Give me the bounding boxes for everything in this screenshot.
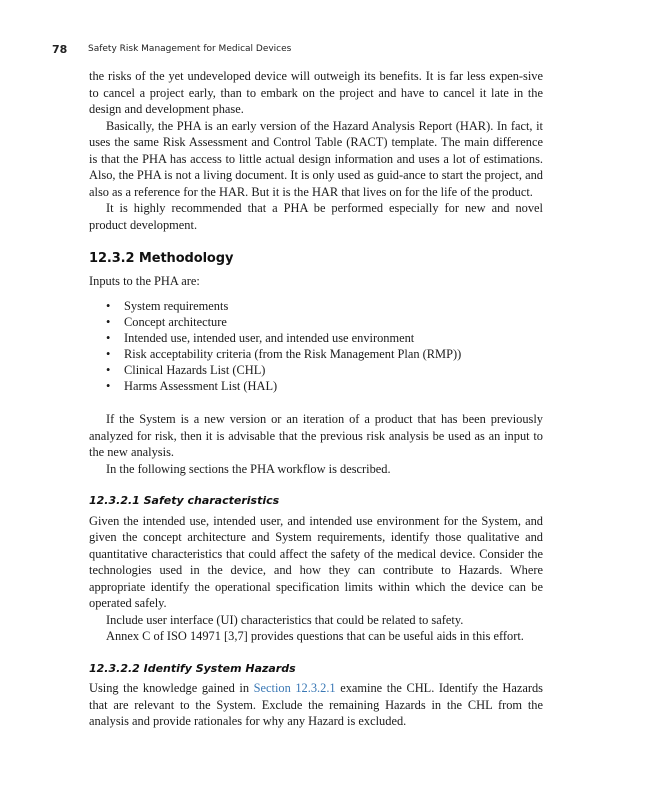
bullet-icon: • [106,299,111,313]
paragraph: In the following sections the PHA workflow is described. [106,461,391,476]
bullet-icon: • [106,347,111,361]
list-item-text: Risk acceptability criteria (from the Risk Management Plan (RMP)) [124,347,462,361]
list-item [89,362,543,378]
bullet-icon: • [106,315,111,329]
section-heading-methodology: 12.3.2 Methodology [89,251,234,266]
paragraph: Annex C of ISO 14971 [3,7] provides questions that can be useful aids in this effort. [106,629,524,643]
page-number: 78 [52,43,68,56]
paragraph: If the System is a new version or an iteration of a product that has been previously analyzed for risk, then it is advisable that the previous risk analysis be used as an input to the new analysis. [89,412,543,459]
list-item [89,298,543,314]
paragraph [89,680,543,730]
subsection-heading-identify-hazards: 12.3.2.2 Identify System Hazards [89,661,296,675]
paragraph: Given the intended use, intended user, and intended use environment for the System, and given the concept architecture and System requirements, identify those qualitative and quantitative characteristics that could affect the safety of the medical device. Consider the technologies used in the device, and how they can contribute to Hazards. Where appropriate identify the operational specification limits within which the device can be operated safely. [89,513,543,610]
subsection-heading-safety-characteristics: 12.3.2.1 Safety characteristics [89,494,280,507]
list-item [89,330,543,346]
bullet-icon: • [106,331,111,345]
body-text [89,68,543,730]
running-header [52,43,552,59]
paragraph: It is highly recommended that a PHA be performed especially for new and novel product development. [89,201,543,232]
inputs-list [89,298,543,394]
list-item-text: Concept architecture [124,315,227,329]
text-run: examine the CHL. Identify the Hazards that are relevant to the System. Exclude the remaining Hazards in the CHL from the analysis and provide rationales for why any Hazard is excluded. [89,681,543,728]
bullet-icon: • [106,379,111,393]
list-item [89,378,543,394]
running-title: Safety Risk Management for Medical Devices [88,44,292,54]
list-item-text: Clinical Hazards List (CHL) [124,363,266,377]
paragraph: the risks of the yet undeveloped device will outweigh its benefits. It is far less expen-sive to cancel a project early, than to embark on the project and have to cancel it late in the design and development phase. [89,69,543,116]
list-item-text: Intended use, intended user, and intended use environment [124,331,415,345]
paragraph: Inputs to the PHA are: [89,273,200,288]
text-run: Using the knowledge gained in [89,681,254,695]
list-item-text: Harms Assessment List (HAL) [124,379,278,393]
section-cross-reference-link[interactable]: Section 12.3.2.1 [253,681,336,695]
list-item-text: System requirements [124,299,229,313]
list-item [89,346,543,362]
paragraph: Include user interface (UI) characteristics that could be related to safety. [106,612,464,627]
paragraph: Basically, the PHA is an early version of the Hazard Analysis Report (HAR). In fact, it uses the same Risk Assessment and Control Table (RACT) template. The main difference is that the PHA has access to little actual design information and uses a lot of estimations. Also, the PHA is not a living document. It is only used as guid-ance to start the project, and also as a reference for the HAR. But it is the HAR that lives on for the life of the product. [89,118,543,199]
bullet-icon: • [106,363,111,377]
list-item [89,314,543,330]
